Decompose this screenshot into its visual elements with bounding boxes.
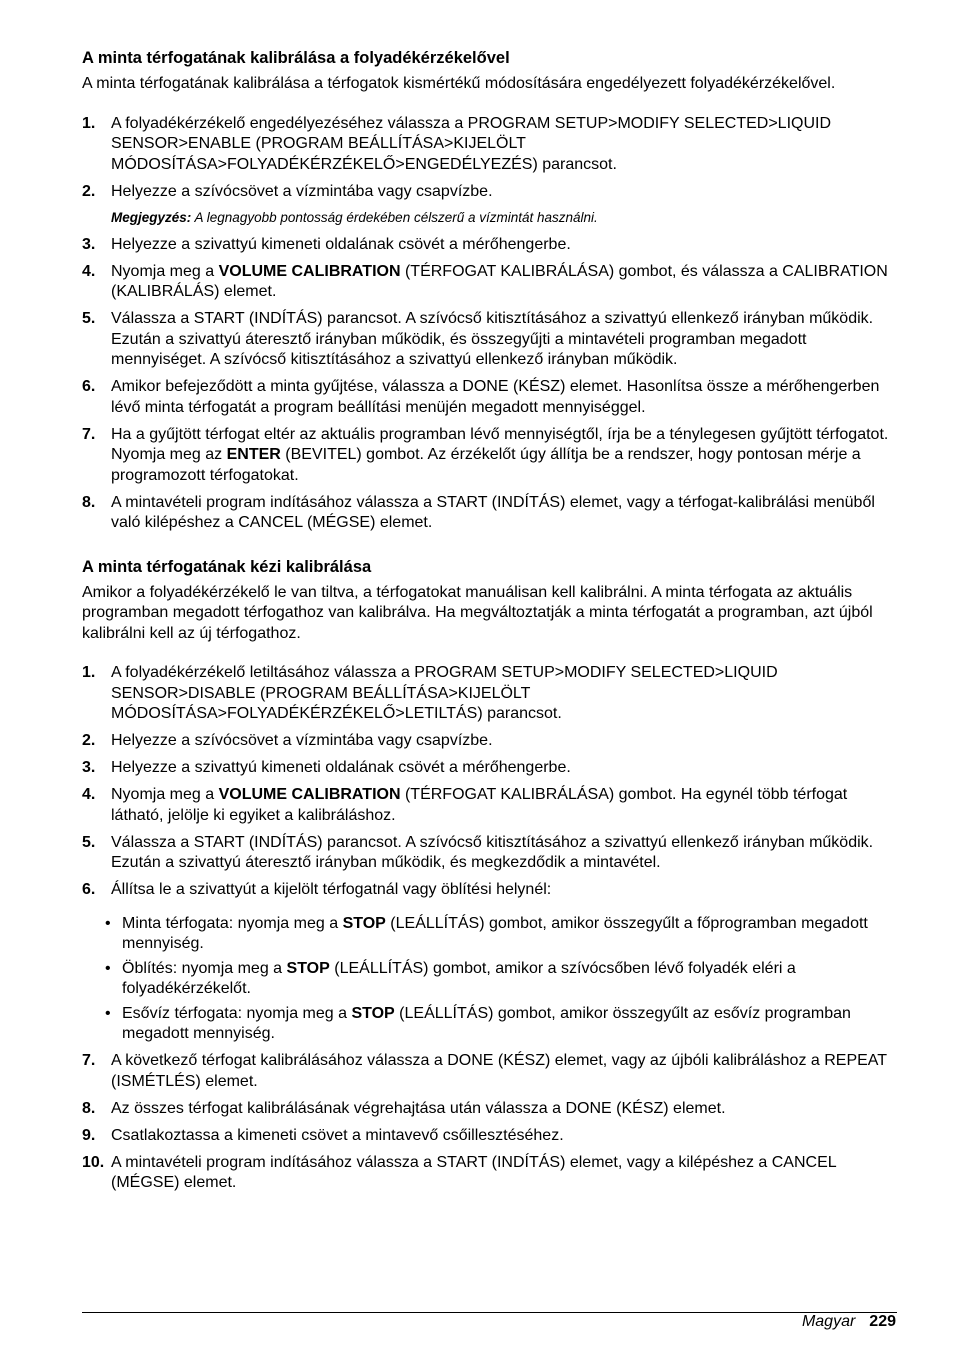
footer-divider [82,1312,897,1313]
step-item [82,182,897,203]
step-text: A folyadékérzékelő engedélyezéséhez válassza a PROGRAM SETUP>MODIFY SELECTED>LIQUID SENSOR>ENABLE (PROGRAM BEÁLLÍTÁSA>KIJELÖLT MÓDOSÍTÁSA>FOLYADÉKÉRZÉKELŐ>ENGEDÉLYEZÉS) parancsot. [111,114,832,173]
step-number: 2. [82,182,96,200]
bullet-text-bold: STOP [286,959,330,977]
step-number: 4. [82,262,96,280]
page-footer [802,1312,896,1333]
section-heading-manual-calibration: A minta térfogatának kézi kalibrálása [82,557,372,576]
steps-list-sensor [82,114,897,203]
step-text: Az összes térfogat kalibrálásának végrehajtása után válassza a DONE (KÉSZ) elemet. [111,1099,726,1117]
section-intro: A minta térfogatának kalibrálása a térfogatok kismértékű módosítására engedélyezett folyadékérzékelővel. [82,75,836,92]
step-item [82,235,897,256]
step-item [82,114,897,176]
step-item [82,1051,897,1092]
step-number: 1. [82,664,96,681]
step-number: 9. [82,1126,96,1144]
step-text-post: (TÉRFOGAT KALIBRÁLÁSA) gombot. Ha egynél több térfogat látható, jelölje ki egyiket a kalibráláshoz. [111,786,848,824]
note-text: A legnagyobb pontosság érdekében célszerű a vízmintát használni. [191,209,598,225]
bullet-text-post: (LEÁLLÍTÁS) gombot, amikor összegyűlt az esővíz programban megadott mennyiség. [122,1004,851,1042]
step-text: Csatlakoztassa a kimeneti csövet a mintavevő csőillesztéséhez. [111,1126,564,1144]
step-text-pre: Nyomja meg a [111,262,219,280]
step-number: 10. [82,1153,105,1171]
bullet-item [102,1004,897,1045]
step-text: Amikor befejeződött a minta gyűjtése, válassza a DONE (KÉSZ) elemet. Hasonlítsa össze a mérőhengerben lévő minta térfogatát a program beállítási menüjén megadott mennyiséggel. [111,378,880,416]
section-heading-sensor-calibration: A minta térfogatának kalibrálása a folyadékérzékelővel [82,49,510,67]
bullet-text-pre: Öblítés: nyomja meg a [122,959,287,977]
step-number: 3. [82,759,96,776]
step-text: Helyezze a szívócsövet a vízmintába vagy csapvízbe. [111,732,493,749]
step-number: 5. [82,310,96,327]
step-text-bold: VOLUME CALIBRATION [218,786,401,803]
step-item [82,309,897,371]
step-item [82,425,897,487]
note [82,209,897,227]
step-number: 1. [82,114,96,132]
step-item [82,663,897,725]
step-item [82,785,897,826]
step-text: Helyezze a szivattyú kimeneti oldalának csövét a mérőhengerbe. [111,235,571,253]
step-text: A folyadékérzékelő letiltásához válassza a PROGRAM SETUP>MODIFY SELECTED>LIQUID SENSOR>DISABLE (PROGRAM BEÁLLÍTÁSA>KIJELÖLT MÓDOSÍTÁSA>FOLYADÉKÉRZÉKELŐ>LETILTÁS) parancsot. [111,664,778,722]
bullet-text-pre: Minta térfogata: nyomja meg a [122,914,343,932]
step-text: A mintavételi program indításához válassza a START (INDÍTÁS) elemet, vagy a térfogat-kalibrálási menüből való kilépéshez a CANCEL (MÉGSE) elemet. [111,493,875,531]
footer-language: Magyar [801,1313,856,1330]
bullet-item [102,959,897,1000]
bullet-text-bold: STOP [351,1004,395,1022]
step-text-bold: VOLUME CALIBRATION [218,262,401,280]
step-number: 3. [82,235,96,253]
step-text: Válassza a START (INDÍTÁS) parancsot. A szívócső kitisztításához a szivattyú ellenkező irányban működik. Ezután a szivattyú áteresztő irányban működik, és összegyűjti a mintavételi programban megadott mennyiséget. A szívócső kitisztításához a szivattyú ellenkező irányban működik. [111,310,874,368]
bullet-symbol: • [105,914,111,932]
step-text-post: (TÉRFOGAT KALIBRÁLÁSA) gombot, és válassza a CALIBRATION (KALIBRÁLÁS) elemet. [111,262,888,300]
bullet-list [102,914,897,1045]
bullet-text-post: (LEÁLLÍTÁS) gombot, amikor összegyűlt a főprogramban megadott mennyiség. [122,914,868,952]
step-text: Helyezze a szívócsövet a vízmintába vagy csapvízbe. [111,182,493,200]
bullet-symbol: • [105,959,111,977]
step-text: A következő térfogat kalibrálásához válassza a DONE (KÉSZ) elemet, vagy az újbóli kalibráláshoz a REPEAT (ISMÉTLÉS) elemet. [111,1052,887,1090]
step-number: 7. [82,1052,96,1069]
step-number: 6. [82,378,96,395]
step-item [82,758,897,779]
step-text-bold: ENTER [226,446,281,463]
bullet-text-post: (LEÁLLÍTÁS) gombot, amikor a szívócsőben lévő folyadék eléri a folyadékérzékelőt. [122,959,796,997]
document-page [82,48,897,1200]
section-manual-calibration [82,557,897,1194]
step-item [82,1126,897,1147]
step-item [82,262,897,303]
step-text: Helyezze a szivattyú kimeneti oldalának csövét a mérőhengerbe. [111,759,571,776]
step-number: 6. [82,881,96,898]
bullet-item [102,914,897,955]
step-item [82,1153,897,1194]
step-text: Állítsa le a szivattyút a kijelölt térfogatnál vagy öblítési helynél: [111,881,552,898]
step-item [82,833,897,874]
step-number: 8. [82,1099,96,1117]
section-intro: Amikor a folyadékérzékelő le van tiltva, a térfogatokat manuálisan kell kalibrálni. A minta térfogata az aktuális programban megadott térfogathoz van kalibrálva. Ha megváltoztatják a minta térfogatát a programban, azt újból kalibrálni kell az új térfogathoz. [82,583,873,642]
step-item [82,880,897,1045]
step-item [82,493,897,534]
bullet-symbol: • [105,1004,111,1022]
step-number: 8. [82,493,96,511]
step-text: Válassza a START (INDÍTÁS) parancsot. A szívócső kitisztításához a szivattyú ellenkező irányban működik. Ezután a szivattyú áteresztő irányban működik, és megkezdődik a mintavétel. [111,833,874,871]
bullet-text-bold: STOP [342,914,386,932]
note-label: Megjegyzés: [111,209,192,225]
page-number: 229 [869,1313,896,1330]
step-text-pre: Ha a gyűjtött térfogat eltér az aktuális programban lévő mennyiségtől, írja be a ténylegesen gyűjtött térfogatot. Nyomja meg az [111,425,889,463]
step-number: 4. [82,786,96,803]
steps-list-sensor-continued [82,235,897,534]
step-number: 5. [82,833,96,851]
step-item [82,377,897,418]
steps-list-manual [82,663,897,1194]
step-item [82,731,897,752]
bullet-text-pre: Esővíz térfogata: nyomja meg a [122,1004,352,1022]
step-text-post: (BEVITEL) gombot. Az érzékelőt úgy állítja be a rendszer, hogy pontosan mérje a programozott térfogatokat. [111,446,861,484]
step-text: A mintavételi program indításához válassza a START (INDÍTÁS) elemet, vagy a kilépéshez a CANCEL (MÉGSE) elemet. [111,1153,837,1191]
step-text-pre: Nyomja meg a [111,786,219,803]
step-item [82,1099,897,1120]
step-number: 2. [82,732,96,749]
step-number: 7. [82,425,96,443]
